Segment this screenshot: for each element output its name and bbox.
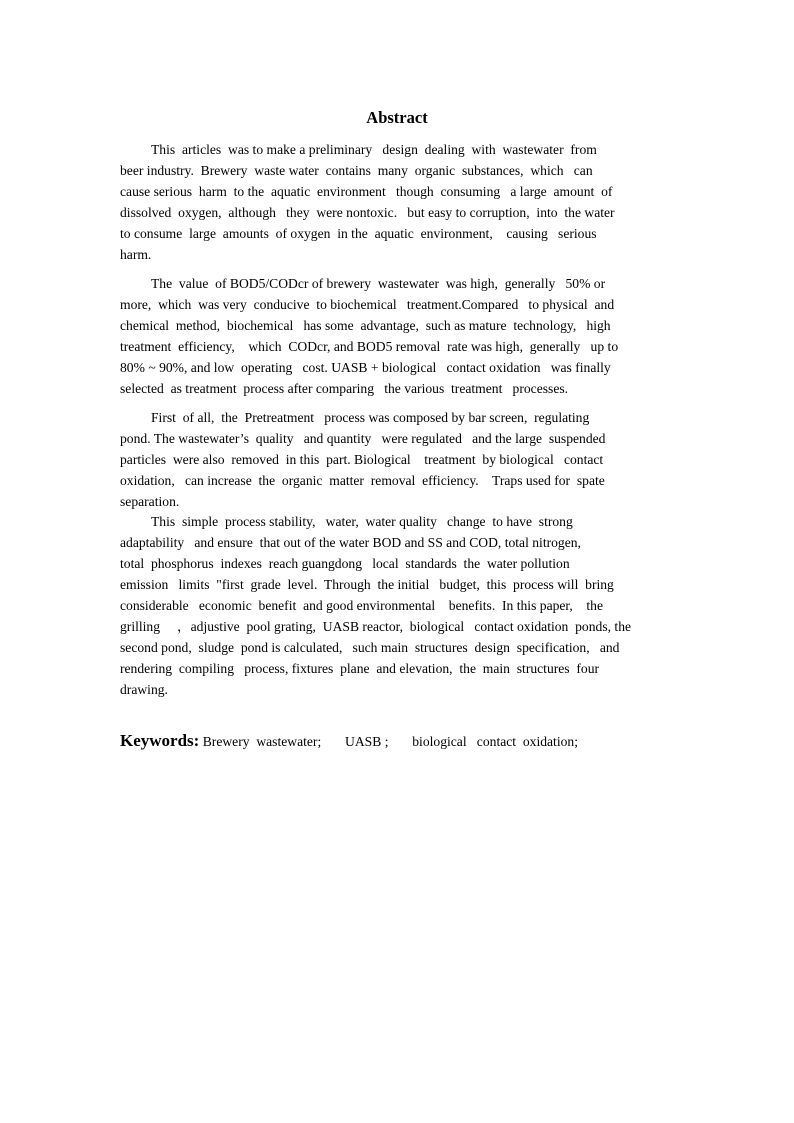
paragraph-4-line: second pond, sludge pond is calculated, such main structures design specification, and <box>120 640 620 655</box>
paragraph-1-line: This articles was to make a preliminary design dealing with wastewater from <box>151 142 597 157</box>
paragraph-2-line: selected as treatment process after comparing the various treatment processes. <box>120 381 569 396</box>
paragraph-4-line: This simple process stability, water, water quality change to have strong <box>151 514 573 529</box>
paragraph-4-line: rendering compiling process, fixtures plane and elevation, the main structures four <box>120 661 600 676</box>
paragraph-4-line: grilling ，adjustive pool grating, UASB reactor, biological contact oxidation ponds, the <box>120 619 632 634</box>
paragraph-3-line: First of all, the Pretreatment process was composed by bar screen, regulating <box>151 410 590 425</box>
paragraph-4-line: drawing. <box>120 682 168 697</box>
paragraph-1-line: beer industry. Brewery waste water contains many organic substances, which can <box>120 163 593 178</box>
paragraph-2-line: chemical method, biochemical has some advantage, such as mature technology, high <box>120 318 611 333</box>
paragraph-4-line: considerable economic benefit and good environmental benefits. In this paper, the <box>120 598 604 613</box>
paragraph-3-line: oxidation, can increase the organic matter removal efficiency. Traps used for spate <box>120 473 605 488</box>
keywords-label: Keywords: <box>120 731 200 750</box>
paragraph-1-line: cause serious harm to the aquatic environment though consuming a large amount of <box>120 184 613 199</box>
keywords-text: Brewery wastewater; UASB ; biological contact oxidation; <box>199 734 578 749</box>
paragraph-1-line: harm. <box>120 247 152 262</box>
paragraph-1-line: to consume large amounts of oxygen in the aquatic environment, causing serious <box>120 226 597 241</box>
keywords-line <box>120 731 578 751</box>
paragraph-2-line: The value of BOD5/CODcr of brewery wastewater was high, generally 50% or <box>151 276 606 291</box>
paragraph-4-line: adaptability and ensure that out of the water BOD and SS and COD, total nitrogen, <box>120 535 581 550</box>
paragraph-3-line: particles were also removed in this part. Biological treatment by biological contact <box>120 452 604 467</box>
paragraph-3-line: pond. The wastewater’s quality and quantity were regulated and the large suspended <box>120 431 606 446</box>
paragraph-4-line: total phosphorus indexes reach guangdong local standards the water pollution <box>120 556 570 571</box>
paragraph-3-line: separation. <box>120 494 180 509</box>
paragraph-1-line: dissolved oxygen, although they were nontoxic. but easy to corruption, into the water <box>120 205 615 220</box>
paragraph-2-line: more, which was very conducive to biochemical treatment.Compared to physical and <box>120 297 615 312</box>
paragraph-2-line: treatment efficiency, which CODcr, and BOD5 removal rate was high, generally up to <box>120 339 619 354</box>
paragraph-2-line: 80% ~ 90%, and low operating cost. UASB + biological contact oxidation was finally <box>120 360 611 375</box>
abstract-title: Abstract <box>366 108 428 127</box>
paragraph-4-line: emission limits "first grade level. Through the initial budget, this process will bring <box>120 577 614 592</box>
